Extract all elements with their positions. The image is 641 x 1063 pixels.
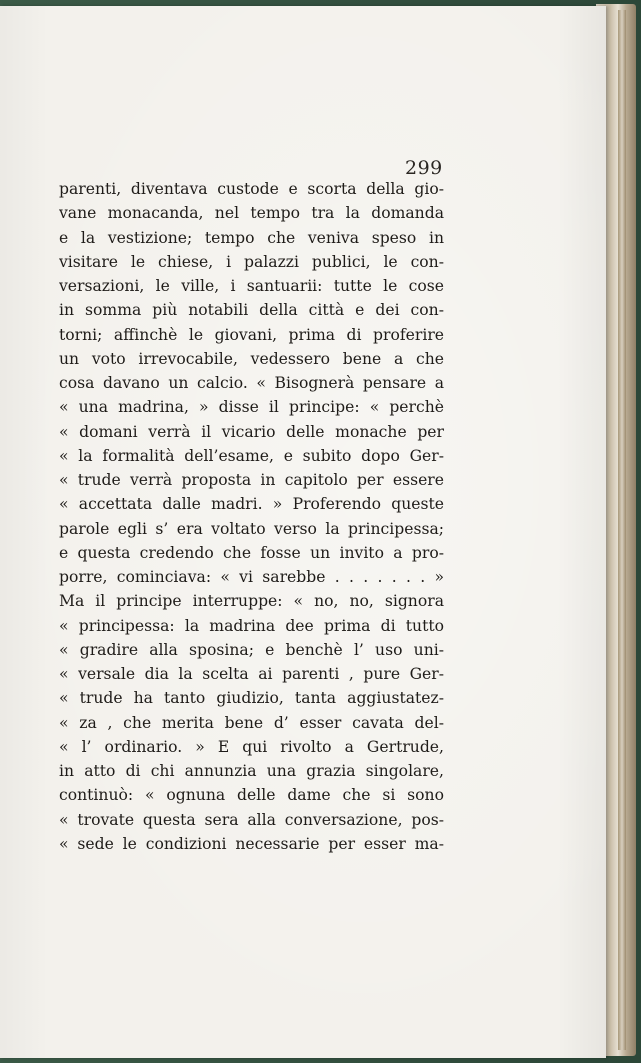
- text-line: « l’ ordinario. » E qui rivolto a Gertrude,: [59, 737, 444, 756]
- text-line: « accettata dalle madri. » Proferendo queste: [59, 495, 444, 514]
- text-line: e la vestizione; tempo che veniva speso in: [59, 228, 444, 247]
- text-line: cosa davano un calcio. « Bisognerà pensare a: [59, 374, 444, 392]
- text-line: continuò: « ognuna delle dame che si sono: [59, 786, 444, 805]
- text-line: « trovate questa sera alla conversazione, pos-: [59, 810, 444, 829]
- page-number: 299: [405, 157, 443, 179]
- text-line: parole egli s’ era voltato verso la principessa;: [59, 519, 444, 538]
- body-text: [59, 177, 444, 856]
- text-line: « gradire alla sposina; e benchè l’ uso uni-: [59, 640, 444, 659]
- book-page: [0, 6, 606, 1058]
- page-stack-edge-highlight: [618, 10, 626, 1050]
- text-line: « versale dia la scelta ai parenti , pure Ger-: [59, 665, 444, 683]
- text-line: vane monacanda, nel tempo tra la domanda: [59, 204, 444, 223]
- text-line: « una madrina, » disse il principe: « perchè: [59, 398, 444, 417]
- text-line: porre, cominciava: « vi sarebbe . . . . . . . »: [59, 568, 444, 586]
- text-line: parenti, diventava custode e scorta della gio-: [59, 180, 444, 198]
- text-line: « la formalità dell’esame, e subito dopo Ger-: [59, 446, 444, 465]
- text-line: e questa credendo che fosse un invito a pro-: [59, 543, 444, 562]
- text-line: versazioni, le ville, i santuarii: tutte le cose: [59, 277, 444, 295]
- text-line: torni; affinchè le giovani, prima di proferire: [59, 325, 444, 344]
- text-line: « sede le condizioni necessarie per esser ma-: [59, 834, 444, 853]
- text-line: in atto di chi annunzia una grazia singolare,: [59, 762, 444, 780]
- text-line: « principessa: la madrina dee prima di tutto: [59, 616, 444, 635]
- text-line: « trude verrà proposta in capitolo per essere: [59, 471, 444, 489]
- text-line: in somma più notabili della città e dei con-: [59, 301, 444, 320]
- text-line: « za , che merita bene d’ esser cavata del-: [59, 713, 444, 732]
- text-line: visitare le chiese, i palazzi publici, le con-: [59, 252, 444, 271]
- text-line: Ma il principe interruppe: « no, no, signora: [59, 592, 444, 611]
- text-line: un voto irrevocabile, vedessero bene a che: [59, 349, 444, 368]
- text-line: « domani verrà il vicario delle monache per: [59, 422, 444, 441]
- text-line: « trude ha tanto giudizio, tanta aggiustatez-: [59, 689, 444, 708]
